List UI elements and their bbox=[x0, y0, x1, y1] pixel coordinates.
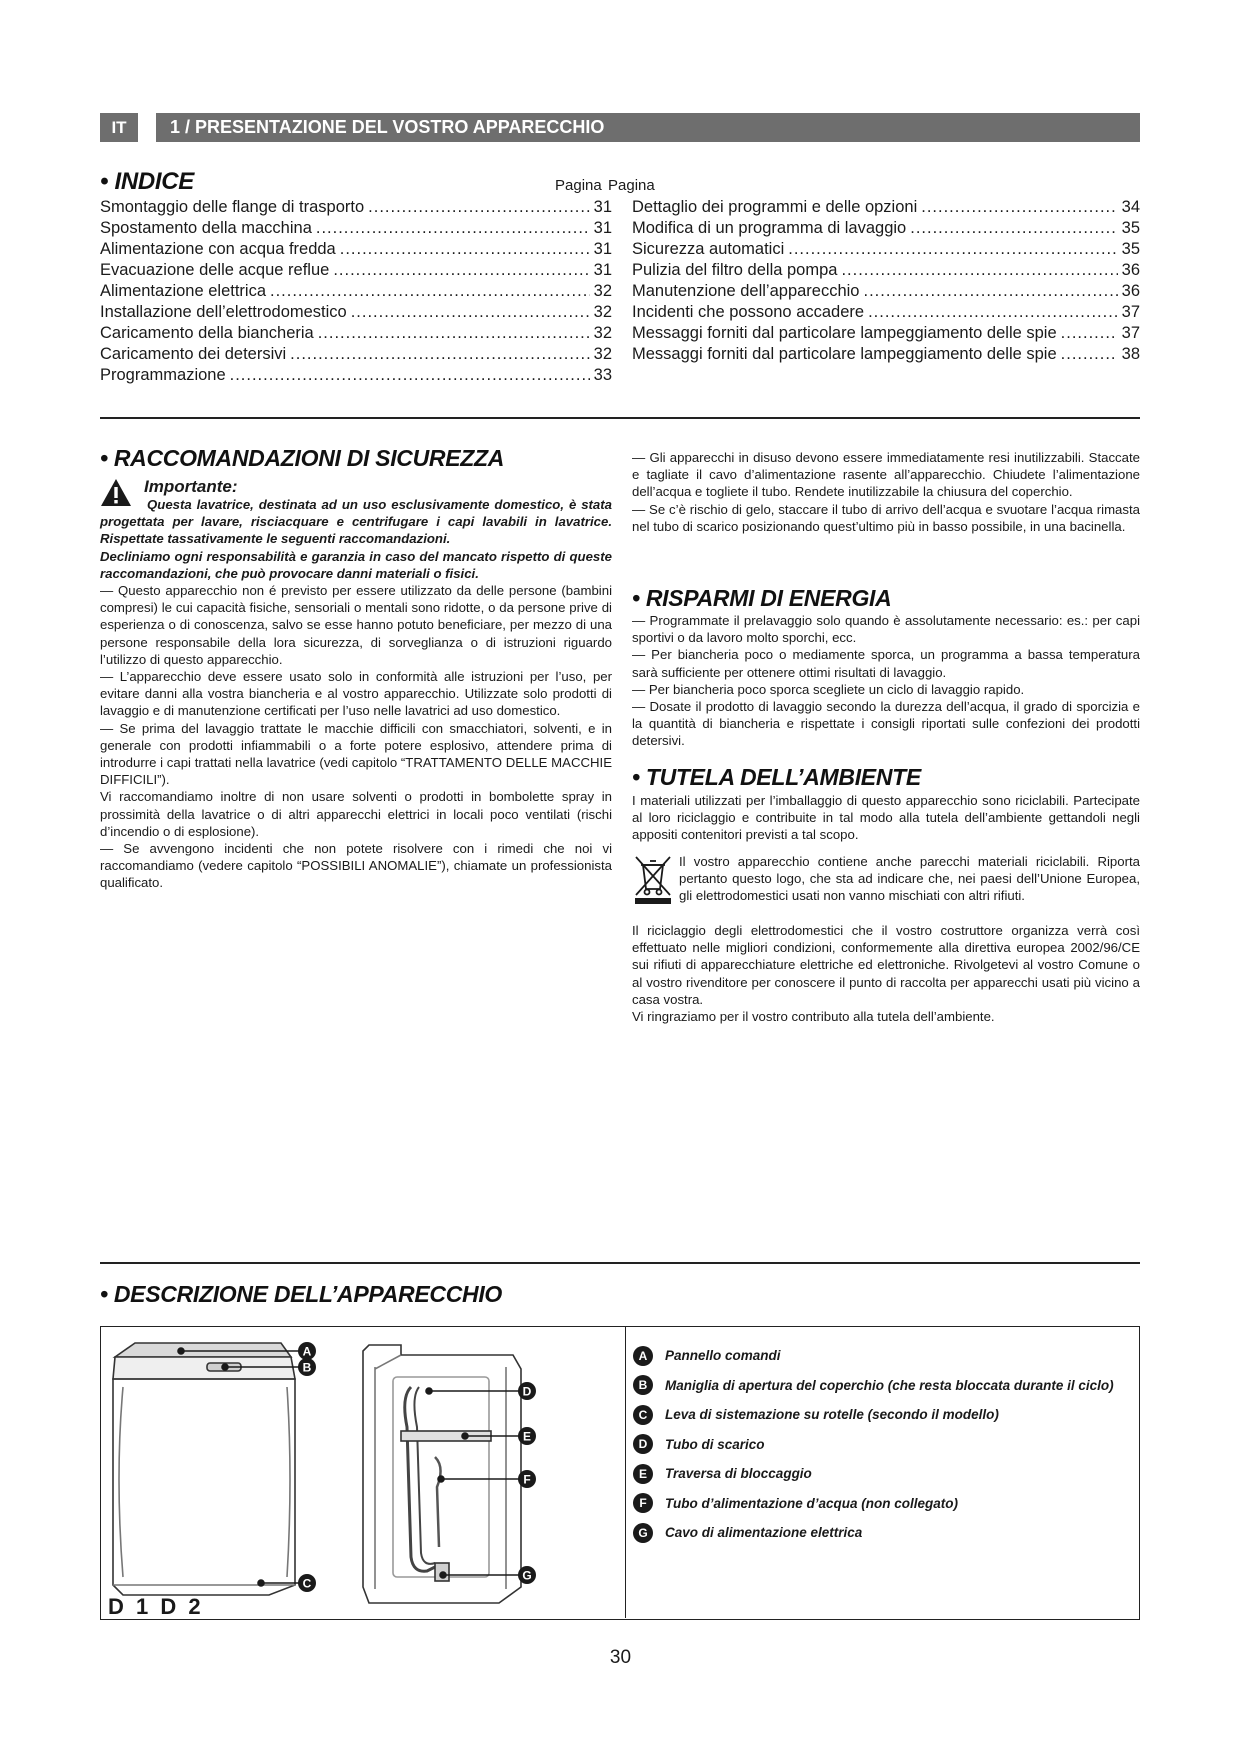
safety-left-column bbox=[100, 478, 612, 892]
toc-entry[interactable]: Alimentazione elettrica ..... 32 bbox=[100, 281, 612, 302]
appliance-illustration-panel bbox=[101, 1327, 626, 1618]
toc-entry[interactable]: Dettaglio dei programmi e delle opzioni ..... 34 bbox=[632, 197, 1140, 218]
index-page-label-right: Pagina bbox=[608, 177, 655, 194]
toc-entry[interactable]: Installazione dell’elettrodomestico ..... 32 bbox=[100, 302, 612, 323]
legend-item: G Cavo di alimentazione elettrica bbox=[633, 1518, 1133, 1548]
toc-entry[interactable]: Incidenti che possono accadere ..... 37 bbox=[632, 302, 1140, 323]
model-label: D 1 D 2 bbox=[108, 1594, 204, 1619]
chapter-title: 1 / PRESENTAZIONE DEL VOSTRO APPARECCHIO bbox=[156, 113, 1140, 142]
environment-intro: I materiali utilizzati per l’imballaggio di questo apparecchio sono riciclabili. Partecipate al loro riciclaggio e contribuite in tal modo alla tutela dell’ambiente gettandoli negli appositi contenitori previsti a tal scopo. bbox=[632, 793, 1140, 843]
parts-legend bbox=[633, 1341, 1133, 1548]
legend-item: C Leva di sistemazione su rotelle (secondo il modello) bbox=[633, 1400, 1133, 1430]
appliance-description-box bbox=[100, 1326, 1140, 1620]
letter-badge: F bbox=[633, 1493, 653, 1513]
toc-entry[interactable]: Caricamento della biancheria ..... 32 bbox=[100, 323, 612, 344]
safety-title: • RACCOMANDAZIONI DI SICUREZZA bbox=[100, 445, 505, 471]
legend-item: D Tubo di scarico bbox=[633, 1430, 1133, 1460]
language-tag: IT bbox=[100, 113, 138, 142]
environment-recycling: Il riciclaggio degli elettrodomestici che il vostro costruttore organizza verrà così effettuato nelle migliori condizioni, conformemente alla direttiva europea 2002/96/CE sui rifiuti di apparecchiature elettriche ed elettroniche. Rivolgetevi al vostro Comune o al vostro rivenditore per conoscere il punto di raccolta per apparecchi usati più vicino a casa vostra. Vi ringraziamo per il vostro contributo alla tutela dell’ambiente. bbox=[632, 923, 1140, 1025]
legend-item: F Tubo d’alimentazione d’acqua (non collegato) bbox=[633, 1489, 1133, 1519]
environment-title: • TUTELA DELL’AMBIENTE bbox=[632, 764, 921, 790]
toc-entry[interactable]: Messaggi forniti dal particolare lampeggiamento delle spie ..... 38 bbox=[632, 344, 1140, 365]
energy-paragraph: — Programmate il prelavaggio solo quando è assolutamente necessario: es.: per capi sportivi o da lavoro molto sporchi, ecc. bbox=[632, 613, 1140, 646]
safety-paragraph: — Gli apparecchi in disuso devono essere immediatamente resi inutilizzabili. Staccate e tagliate il cavo d’alimentazione rasente all’apparecchio. Chiudete l’alimentazione dell’acqua e togliete il tubo. Rendete inutilizzabile la chiusura del coperchio. bbox=[632, 450, 1140, 500]
letter-badge: D bbox=[633, 1434, 653, 1454]
weee-text: Il vostro apparecchio contiene anche parecchi materiali riciclabili. Riporta pertanto questo logo, che sta ad indicare che, nei paesi dell’Unione Europea, gli elettrodomestici usati non vanno mischiati con altri rifiuti. bbox=[679, 854, 1140, 904]
page-number: 30 bbox=[609, 1647, 632, 1668]
section-divider bbox=[100, 1262, 1140, 1264]
toc-entry[interactable]: Sicurezza automatici ..... 35 bbox=[632, 239, 1140, 260]
safety-paragraph: — Se prima del lavaggio trattate le macchie difficili con smacchiatori, solventi, e in generale con prodotti infiammabili o a forte potere esplosivo, attendere prima di introdurre i capi trattati nella lavatrice (vedi capitolo “TRATTAMENTO DELLE MACCHIE DIFFICILI”). bbox=[100, 720, 612, 788]
letter-badge: A bbox=[633, 1346, 653, 1366]
safety-paragraph: Vi raccomandiamo inoltre di non usare solventi o prodotti in bombolette spray in prossimità della lavatrice o di altri apparecchi elettrici in locali poco ventilati (rischi d’incendio o di esplosione). bbox=[100, 789, 612, 839]
environment-thanks: Vi ringraziamo per il vostro contributo alla tutela dell’ambiente. bbox=[632, 1009, 995, 1025]
safety-paragraph: — Questo apparecchio non é previsto per essere utilizzato da delle persone (bambini compresi) le cui capacità fisiche, sensoriali o mentali sono ridotte, o da persone prive di esperienza o di conoscenza, salvo se esse hanno potuto beneficiare, per mezzo di una persone responsabile della lora sicurezza, di sorveglianza o di istruzioni riguardo l’utilizzo di questo apparecchio. bbox=[100, 583, 612, 667]
toc-entry[interactable]: Caricamento dei detersivi ..... 32 bbox=[100, 344, 612, 365]
svg-text:G: G bbox=[522, 1568, 532, 1583]
section-divider bbox=[100, 417, 1140, 419]
index-title: • INDICE bbox=[100, 168, 195, 195]
energy-paragraph: — Per biancheria poco sporca scegliete un ciclo di lavaggio rapido. bbox=[632, 681, 1025, 697]
svg-text:F: F bbox=[523, 1472, 531, 1487]
toc-entry[interactable]: Smontaggio delle flange di trasporto ..... 31 bbox=[100, 197, 612, 218]
index-page-label-left: Pagina bbox=[555, 177, 602, 194]
svg-text:D: D bbox=[522, 1384, 532, 1399]
toc-entry[interactable]: Evacuazione delle acque reflue ..... 31 bbox=[100, 260, 612, 281]
toc-entry[interactable]: Pulizia del filtro della pompa ..... 36 bbox=[632, 260, 1140, 281]
svg-text:A: A bbox=[302, 1344, 312, 1359]
chapter-header bbox=[100, 113, 1140, 142]
toc-entry[interactable]: Alimentazione con acqua fredda ..... 31 bbox=[100, 239, 612, 260]
letter-badge: E bbox=[633, 1464, 653, 1484]
energy-column bbox=[632, 612, 1140, 750]
liability-text: Decliniamo ogni responsabilità e garanzia in caso del mancato rispetto di queste raccomandazioni, che può provocare danni materiali o fisici. bbox=[100, 548, 612, 581]
toc-entry[interactable]: Modifica di un programma di lavaggio ..... 35 bbox=[632, 218, 1140, 239]
legend-item: E Traversa di bloccaggio bbox=[633, 1459, 1133, 1489]
svg-text:C: C bbox=[302, 1576, 312, 1591]
svg-text:E: E bbox=[522, 1429, 532, 1444]
letter-badge: C bbox=[633, 1405, 653, 1425]
toc-entry[interactable]: Programmazione ..... 33 bbox=[100, 365, 612, 386]
toc-entry[interactable]: Messaggi forniti dal particolare lampeggiamento delle spie ..... 37 bbox=[632, 323, 1140, 344]
important-label: Importante: bbox=[144, 477, 238, 496]
energy-paragraph: — Dosate il prodotto di lavaggio secondo la durezza dell’acqua, il grado di sporcizia e la quantità di biancheria e rispettate i consigli riportati sulle confezioni dei prodotti detersivi. bbox=[632, 699, 1140, 749]
safety-paragraph: — Se c’è rischio di gelo, staccare il tubo di arrivo dell’acqua e svuotare l’acqua rimasta nel tubo di scarico posizionando quest’ultimo più in basso possibile, in una bacinella. bbox=[632, 501, 1140, 534]
crossed-bin-icon bbox=[632, 853, 674, 905]
letter-badge: G bbox=[633, 1523, 653, 1543]
svg-text:B: B bbox=[302, 1360, 312, 1375]
important-text: Questa lavatrice, destinata ad un uso esclusivamente domestico, è stata progettata per lavare, risciacquare e centrifugare i capi lavabili in lavatrice. Rispettate tassativamente le seguenti raccomandazioni. bbox=[100, 497, 612, 547]
legend-item: A Pannello comandi bbox=[633, 1341, 1133, 1371]
letter-badge: B bbox=[633, 1375, 653, 1395]
index-left-column bbox=[100, 197, 612, 386]
energy-title: • RISPARMI DI ENERGIA bbox=[632, 585, 892, 611]
washing-machine-illustration bbox=[101, 1327, 626, 1618]
legend-item: B Maniglia di apertura del coperchio (che resta bloccata durante il ciclo) bbox=[633, 1371, 1133, 1401]
safety-paragraph: — L’apparecchio deve essere usato solo in conformità alle istruzioni per l’uso, per evitare danni alla vostra biancheria e al vostro apparecchio. Utilizzate solo prodotti di lavaggio e di manutenzione certificati per l’uso nelle lavatrici ad uso domestico. bbox=[100, 669, 612, 719]
toc-entry[interactable]: Manutenzione dell’apparecchio ..... 36 bbox=[632, 281, 1140, 302]
toc-entry[interactable]: Spostamento della macchina ..... 31 bbox=[100, 218, 612, 239]
safety-paragraph: — Se avvengono incidenti che non potete risolvere con i rimedi che noi vi raccomandiamo (vedere capitolo “POSSIBILI ANOMALIE”), chiamate un professionista qualificato. bbox=[100, 841, 612, 891]
energy-paragraph: — Per biancheria poco o mediamente sporca, un programma a bassa temperatura sarà sufficiente per ottenere ottimi risultati di lavaggio. bbox=[632, 647, 1140, 680]
description-title: • DESCRIZIONE DELL’APPARECCHIO bbox=[100, 1281, 503, 1307]
index-right-column bbox=[632, 197, 1140, 365]
safety-right-column bbox=[632, 449, 1140, 535]
